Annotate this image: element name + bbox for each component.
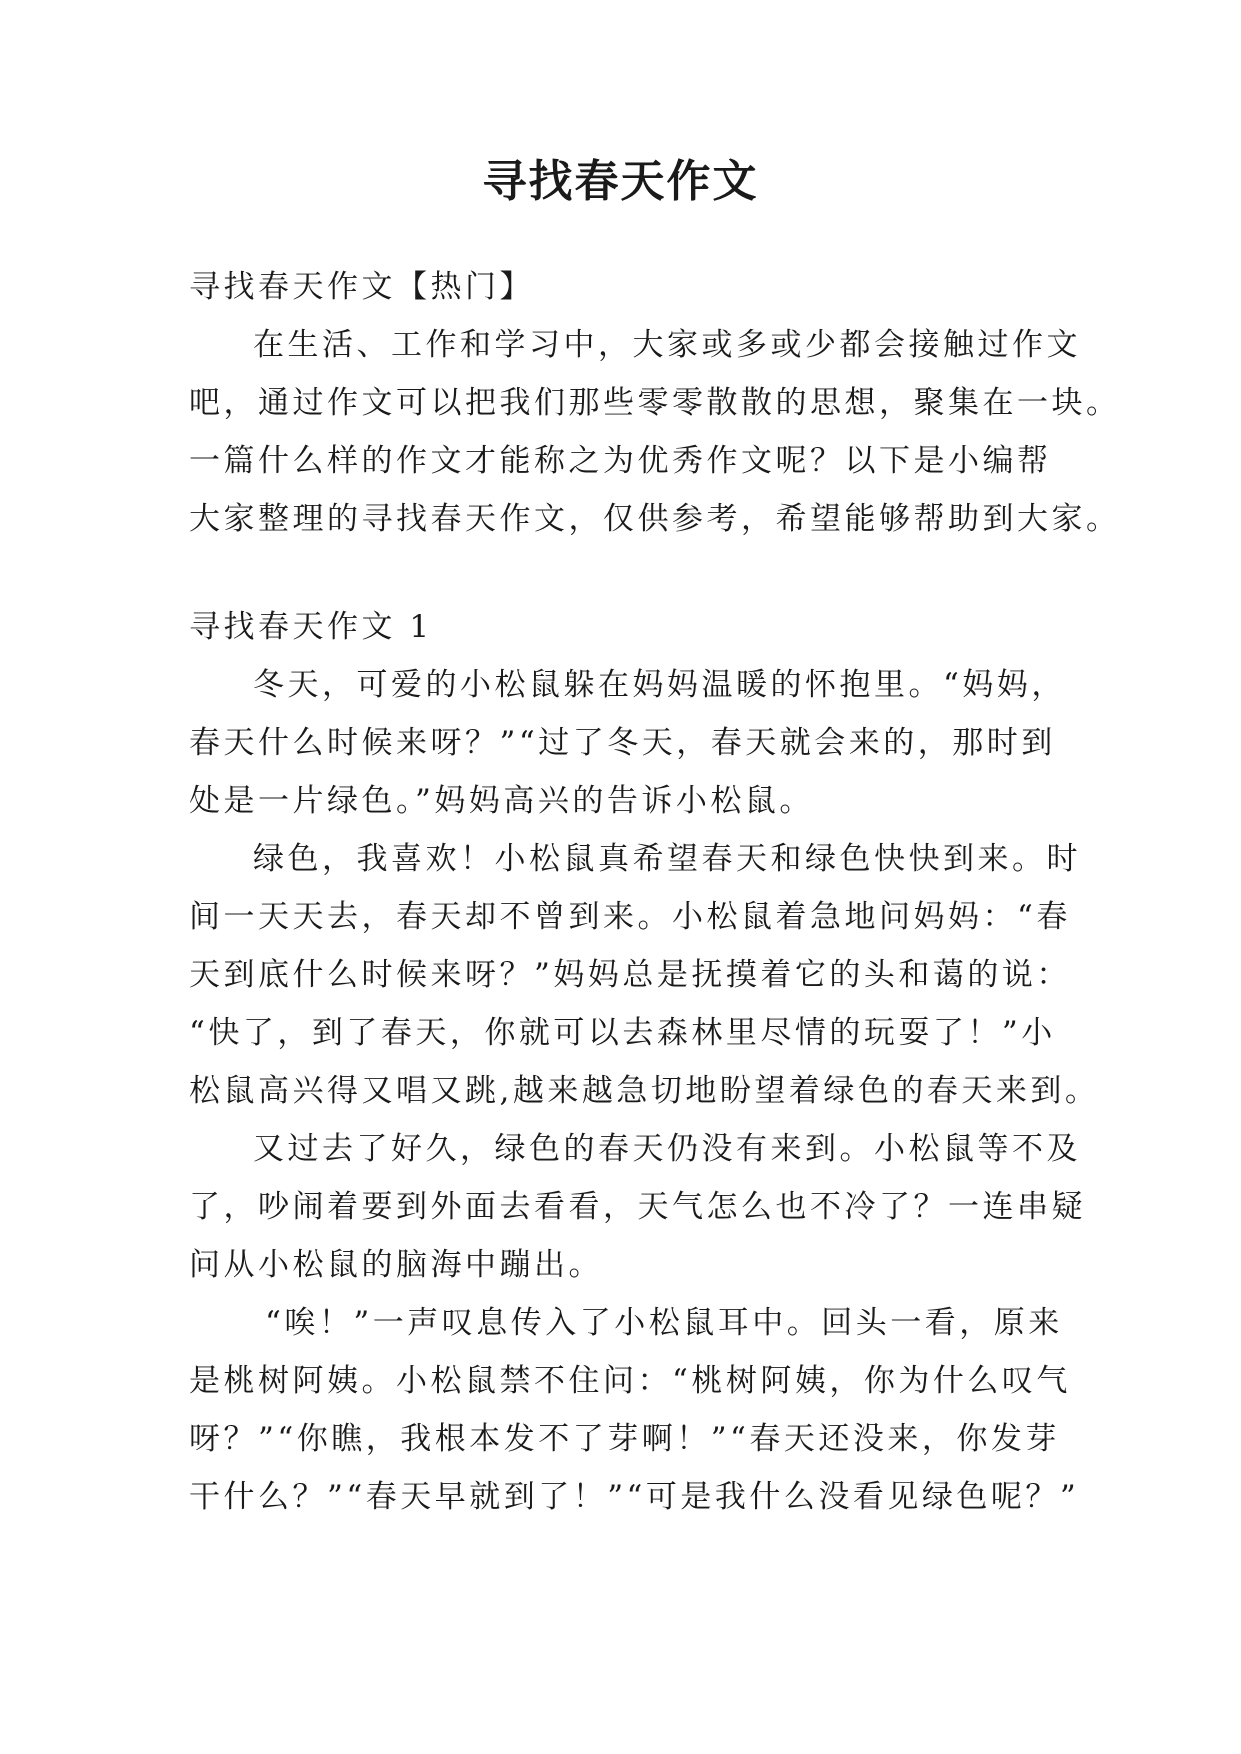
section-heading: 寻找春天作文 1 <box>189 609 433 645</box>
story-paragraph-3 <box>189 1120 1086 1294</box>
paragraph-line: 了，吵闹着要到外面去看看，天气怎么也不冷了？一连串疑 <box>189 1189 1086 1225</box>
paragraph-line: 大家整理的寻找春天作文，仅供参考，希望能够帮助到大家。 <box>189 501 1121 537</box>
paragraph-line: 吧，通过作文可以把我们那些零零散散的思想，聚集在一块。 <box>189 385 1121 421</box>
paragraph-line: 春天什么时候来呀？”“过了冬天，春天就会来的，那时到 <box>189 725 1056 761</box>
paragraph-line: 一篇什么样的作文才能称之为优秀作文呢？以下是小编帮 <box>189 443 1052 479</box>
paragraph-line: 处是一片绿色。”妈妈高兴的告诉小松鼠。 <box>189 783 814 819</box>
story-paragraph-4 <box>189 1294 1080 1526</box>
intro-heading: 寻找春天作文【热门】 <box>189 269 534 305</box>
document-title: 寻找春天作文 <box>482 156 759 207</box>
paragraph-line: 是桃树阿姨。小松鼠禁不住问：“桃树阿姨，你为什么叹气 <box>189 1363 1071 1399</box>
story-paragraph-2 <box>189 830 1100 1120</box>
paragraph-line: 干什么？”“春天早就到了！”“可是我什么没看见绿色呢？” <box>189 1479 1080 1515</box>
paragraph-line: 冬天，可爱的小松鼠躲在妈妈温暖的怀抱里。“妈妈， <box>253 667 1066 703</box>
intro-paragraph <box>189 316 1121 548</box>
paragraph-line: 间一天天去，春天却不曾到来。小松鼠着急地问妈妈：“春 <box>189 899 1071 935</box>
paragraph-line: “唉！”一声叹息传入了小松鼠耳中。回头一看，原来 <box>265 1305 1063 1341</box>
spacer <box>189 548 1069 598</box>
paragraph-line: 呀？”“你瞧，我根本发不了芽啊！”“春天还没来，你发芽 <box>189 1421 1060 1457</box>
paragraph-line: 又过去了好久，绿色的春天仍没有来到。小松鼠等不及 <box>253 1131 1081 1167</box>
paragraph-line: 绿色，我喜欢！小松鼠真希望春天和绿色快快到来。时 <box>253 841 1081 877</box>
paragraph-line: 在生活、工作和学习中，大家或多或少都会接触过作文 <box>253 327 1081 363</box>
paragraph-line: “快了，到了春天，你就可以去森林里尽情的玩耍了！”小 <box>189 1015 1056 1051</box>
paragraph-line: 问从小松鼠的脑海中蹦出。 <box>189 1247 603 1283</box>
paragraph-line: 天到底什么时候来呀？”妈妈总是抚摸着它的头和蔼的说： <box>189 957 1071 993</box>
document-body <box>189 258 1121 1526</box>
paragraph-line: 松鼠高兴得又唱又跳,越来越急切地盼望着绿色的春天来到。 <box>189 1073 1100 1109</box>
story-paragraph-1 <box>189 656 1069 830</box>
